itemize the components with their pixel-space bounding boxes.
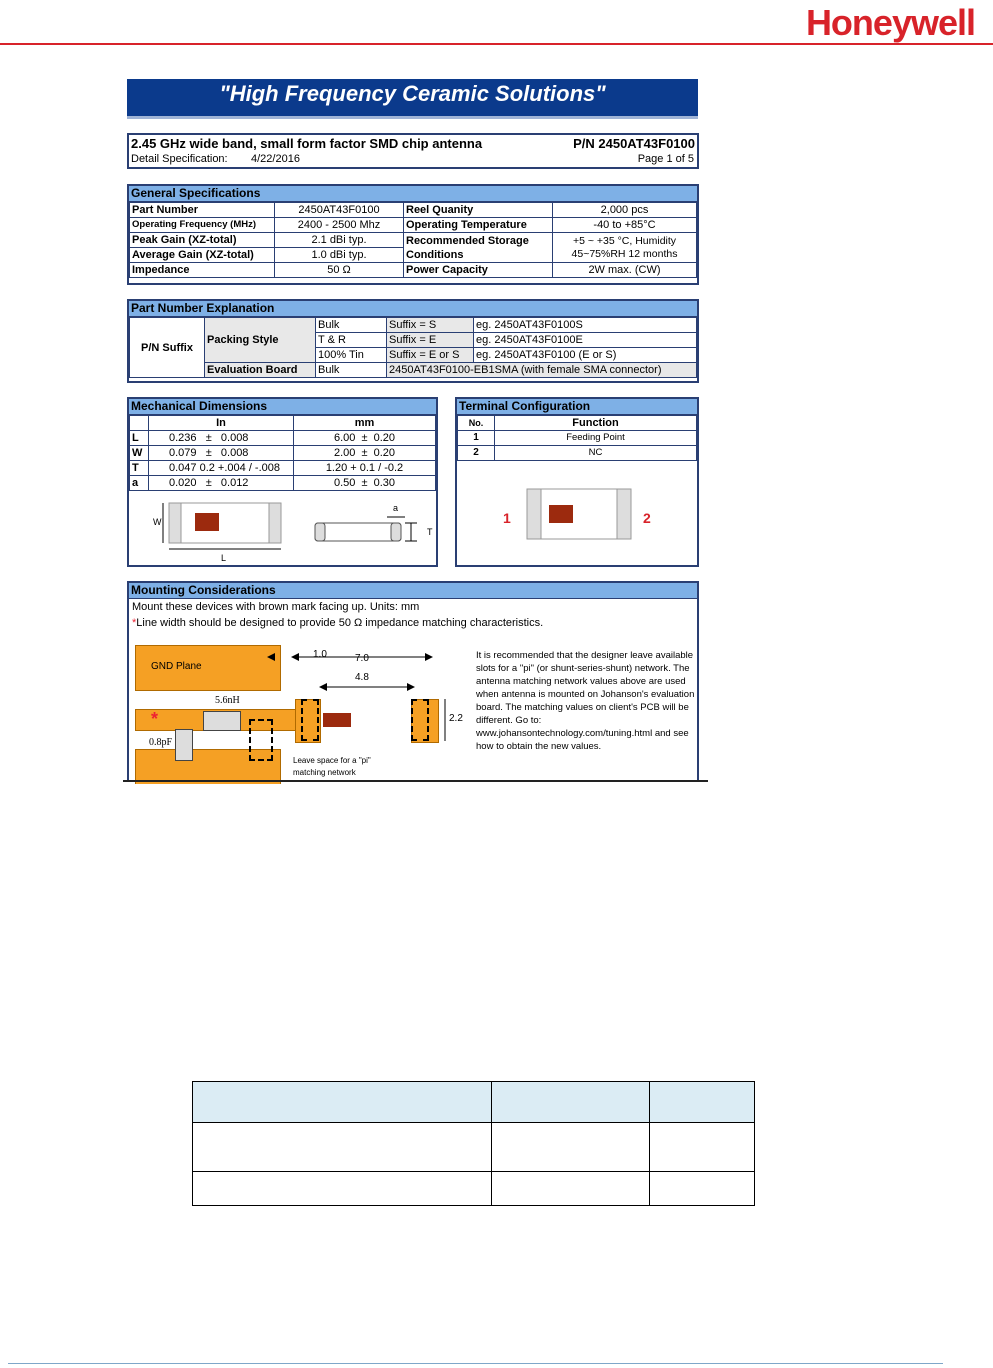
part-number-title: P/N 2450AT43F0100 bbox=[573, 136, 695, 151]
pin-function: NC bbox=[495, 446, 697, 461]
mechanical-dimensions bbox=[127, 397, 438, 567]
table-row bbox=[130, 318, 697, 333]
header-rule bbox=[0, 43, 993, 45]
dim-in: 0.020 ± 0.012 bbox=[149, 476, 294, 491]
table-row bbox=[130, 461, 436, 476]
table-row bbox=[130, 431, 436, 446]
eval-board-label: Evaluation Board bbox=[205, 363, 316, 378]
dim-mm: 1.20 + 0.1 / -0.2 bbox=[294, 461, 436, 476]
table-cell bbox=[193, 1172, 492, 1206]
dim-2-2: 2.2 bbox=[449, 713, 463, 724]
spec-label: Reel Quanity bbox=[404, 203, 553, 218]
chip-side-view bbox=[315, 517, 417, 541]
col-in: In bbox=[149, 416, 294, 431]
mounting-line-2 bbox=[129, 615, 697, 631]
dim-in: 0.236 ± 0.008 bbox=[149, 431, 294, 446]
eval-board-value: 2450AT43F0100-EB1SMA (with female SMA connector) bbox=[387, 363, 697, 378]
table-cell bbox=[650, 1123, 755, 1172]
table-row bbox=[193, 1172, 755, 1206]
packing-style-label: Packing Style bbox=[205, 318, 316, 363]
table-row bbox=[130, 476, 436, 491]
suffix-example: eg. 2450AT43F0100 (E or S) bbox=[474, 348, 697, 363]
star-mark: * bbox=[132, 617, 137, 629]
brown-mark bbox=[549, 505, 573, 523]
label-t: T bbox=[427, 527, 433, 537]
spec-label: Operating Frequency (MHz) bbox=[130, 218, 275, 233]
part-number-explanation bbox=[127, 299, 699, 383]
table-row bbox=[193, 1123, 755, 1172]
suffix-rule: Suffix = S bbox=[387, 318, 474, 333]
mounting-line-2-text: Line width should be designed to provide 50 Ω impedance matching characteristics. bbox=[136, 617, 544, 629]
dim-mm: 6.00 ± 0.20 bbox=[294, 431, 436, 446]
spec-label: Average Gain (XZ-total) bbox=[130, 248, 275, 263]
pin-2-label: 2 bbox=[643, 510, 651, 526]
mounting-considerations bbox=[127, 581, 699, 781]
pin-number: 1 bbox=[458, 431, 495, 446]
table-cell bbox=[193, 1082, 492, 1123]
product-title: 2.45 GHz wide band, small form factor SMD chip antenna bbox=[131, 136, 483, 151]
pin-1-label: 1 bbox=[503, 510, 511, 526]
table-cell bbox=[650, 1082, 755, 1123]
spec-value: 2W max. (CW) bbox=[553, 263, 697, 278]
dim-mm: 2.00 ± 0.20 bbox=[294, 446, 436, 461]
general-spec-header: General Specifications bbox=[129, 186, 697, 202]
spec-label: Impedance bbox=[130, 263, 275, 278]
table-cell bbox=[193, 1123, 492, 1172]
label-w: W bbox=[153, 517, 162, 527]
mounting-bottom-rule bbox=[123, 780, 708, 782]
dim-7-0: 7.0 bbox=[355, 653, 369, 664]
spec-value: 2.1 dBi typ. bbox=[275, 233, 404, 248]
mech-table bbox=[129, 415, 436, 491]
label-a: a bbox=[393, 503, 399, 513]
inductor-label: 5.6nH bbox=[215, 695, 240, 706]
general-spec-table bbox=[129, 202, 697, 278]
suffix-rule: Suffix = E bbox=[387, 333, 474, 348]
blank-table bbox=[192, 1081, 755, 1206]
label-l: L bbox=[221, 553, 227, 563]
leave-space-note: Leave space for a "pi" matching network bbox=[293, 756, 371, 777]
table-row bbox=[130, 446, 436, 461]
storage-label: Recommended Storage Conditions bbox=[404, 233, 553, 263]
dim-mm: 0.50 ± 0.30 bbox=[294, 476, 436, 491]
spec-label: Operating Temperature bbox=[404, 218, 553, 233]
mounting-line-1: Mount these devices with brown mark facing up. Units: mm bbox=[132, 601, 420, 613]
table-row bbox=[130, 363, 697, 378]
table-row bbox=[458, 416, 697, 431]
banner-title: "High Frequency Ceramic Solutions" bbox=[127, 79, 698, 119]
spec-label: Power Capacity bbox=[404, 263, 553, 278]
table-cell bbox=[492, 1123, 650, 1172]
gnd-plane-label: GND Plane bbox=[151, 661, 202, 672]
spec-label: Part Number bbox=[130, 203, 275, 218]
capacitor-label: 0.8pF bbox=[149, 737, 173, 748]
spec-label: Detail Specification: bbox=[131, 153, 228, 165]
table-row bbox=[458, 446, 697, 461]
general-specifications bbox=[127, 184, 699, 285]
col-no: No. bbox=[458, 416, 495, 431]
suffix-example: eg. 2450AT43F0100E bbox=[474, 333, 697, 348]
spec-label: Peak Gain (XZ-total) bbox=[130, 233, 275, 248]
brown-mark bbox=[195, 513, 219, 531]
spec-value: 2,000 pcs bbox=[553, 203, 697, 218]
pn-suffix-label: P/N Suffix bbox=[130, 318, 205, 378]
packing-type: 100% Tin bbox=[316, 348, 387, 363]
packing-type: Bulk bbox=[316, 318, 387, 333]
spec-value: -40 to +85°C bbox=[553, 218, 697, 233]
dim-key: a bbox=[130, 476, 149, 491]
pin-number: 2 bbox=[458, 446, 495, 461]
dim-in: 0.047 0.2 +.004 / -.008 bbox=[149, 461, 294, 476]
spec-date: 4/22/2016 bbox=[251, 153, 300, 165]
suffix-example: eg. 2450AT43F0100S bbox=[474, 318, 697, 333]
spec-value: 1.0 dBi typ. bbox=[275, 248, 404, 263]
table-row bbox=[458, 431, 697, 446]
dim-key: L bbox=[130, 431, 149, 446]
dim-key: W bbox=[130, 446, 149, 461]
table-header-row bbox=[193, 1082, 755, 1123]
honeywell-logo: Honeywell bbox=[805, 2, 975, 43]
table-cell bbox=[492, 1082, 650, 1123]
spec-value: 2400 - 2500 Mhz bbox=[275, 218, 404, 233]
table-row bbox=[130, 233, 697, 248]
col-function: Function bbox=[495, 416, 697, 431]
pn-explain-header: Part Number Explanation bbox=[129, 301, 697, 317]
mounting-dimension-lines bbox=[129, 643, 449, 783]
suffix-rule: Suffix = E or S bbox=[387, 348, 474, 363]
table-row bbox=[130, 203, 697, 218]
packing-type: T & R bbox=[316, 333, 387, 348]
footer-rule bbox=[8, 1363, 943, 1364]
star-on-feed: * bbox=[151, 709, 159, 729]
dim-1-0: 1.0 bbox=[313, 649, 327, 660]
dim-in: 0.079 ± 0.008 bbox=[149, 446, 294, 461]
col-mm: mm bbox=[294, 416, 436, 431]
spec-value: 50 Ω bbox=[275, 263, 404, 278]
heading-box bbox=[127, 133, 699, 169]
table-row bbox=[130, 263, 697, 278]
chip-top-view bbox=[163, 503, 281, 549]
table-cell bbox=[492, 1172, 650, 1206]
pin-function: Feeding Point bbox=[495, 431, 697, 446]
terminal-drawing bbox=[457, 465, 697, 565]
table-row bbox=[130, 416, 436, 431]
spec-value: 2450AT43F0100 bbox=[275, 203, 404, 218]
pn-explain-table bbox=[129, 317, 697, 378]
terminal-table bbox=[457, 415, 697, 461]
matching-note: It is recommended that the designer leave available slots for a "pi" (or shunt-series-shunt) network. The antenna matching network values above are used when antenna is mounted on Johanson's evaluation board. The matching values on client's PCB will be different. Go to: www.johansontechnology.com/tuning.html and see how to obtain the new values. bbox=[476, 650, 695, 752]
mech-header: Mechanical Dimensions bbox=[129, 399, 436, 415]
mounting-header: Mounting Considerations bbox=[129, 583, 697, 599]
eval-board-type: Bulk bbox=[316, 363, 387, 378]
table-cell bbox=[650, 1172, 755, 1206]
terminal-configuration bbox=[455, 397, 699, 567]
dim-4-8: 4.8 bbox=[355, 672, 369, 683]
dim-key: T bbox=[130, 461, 149, 476]
terminal-header: Terminal Configuration bbox=[457, 399, 697, 415]
table-row bbox=[130, 218, 697, 233]
chip-dimension-drawing bbox=[129, 497, 436, 565]
page-number: Page 1 of 5 bbox=[637, 153, 694, 165]
storage-value: +5 ~ +35 °C, Humidity 45~75%RH 12 months bbox=[553, 233, 697, 263]
